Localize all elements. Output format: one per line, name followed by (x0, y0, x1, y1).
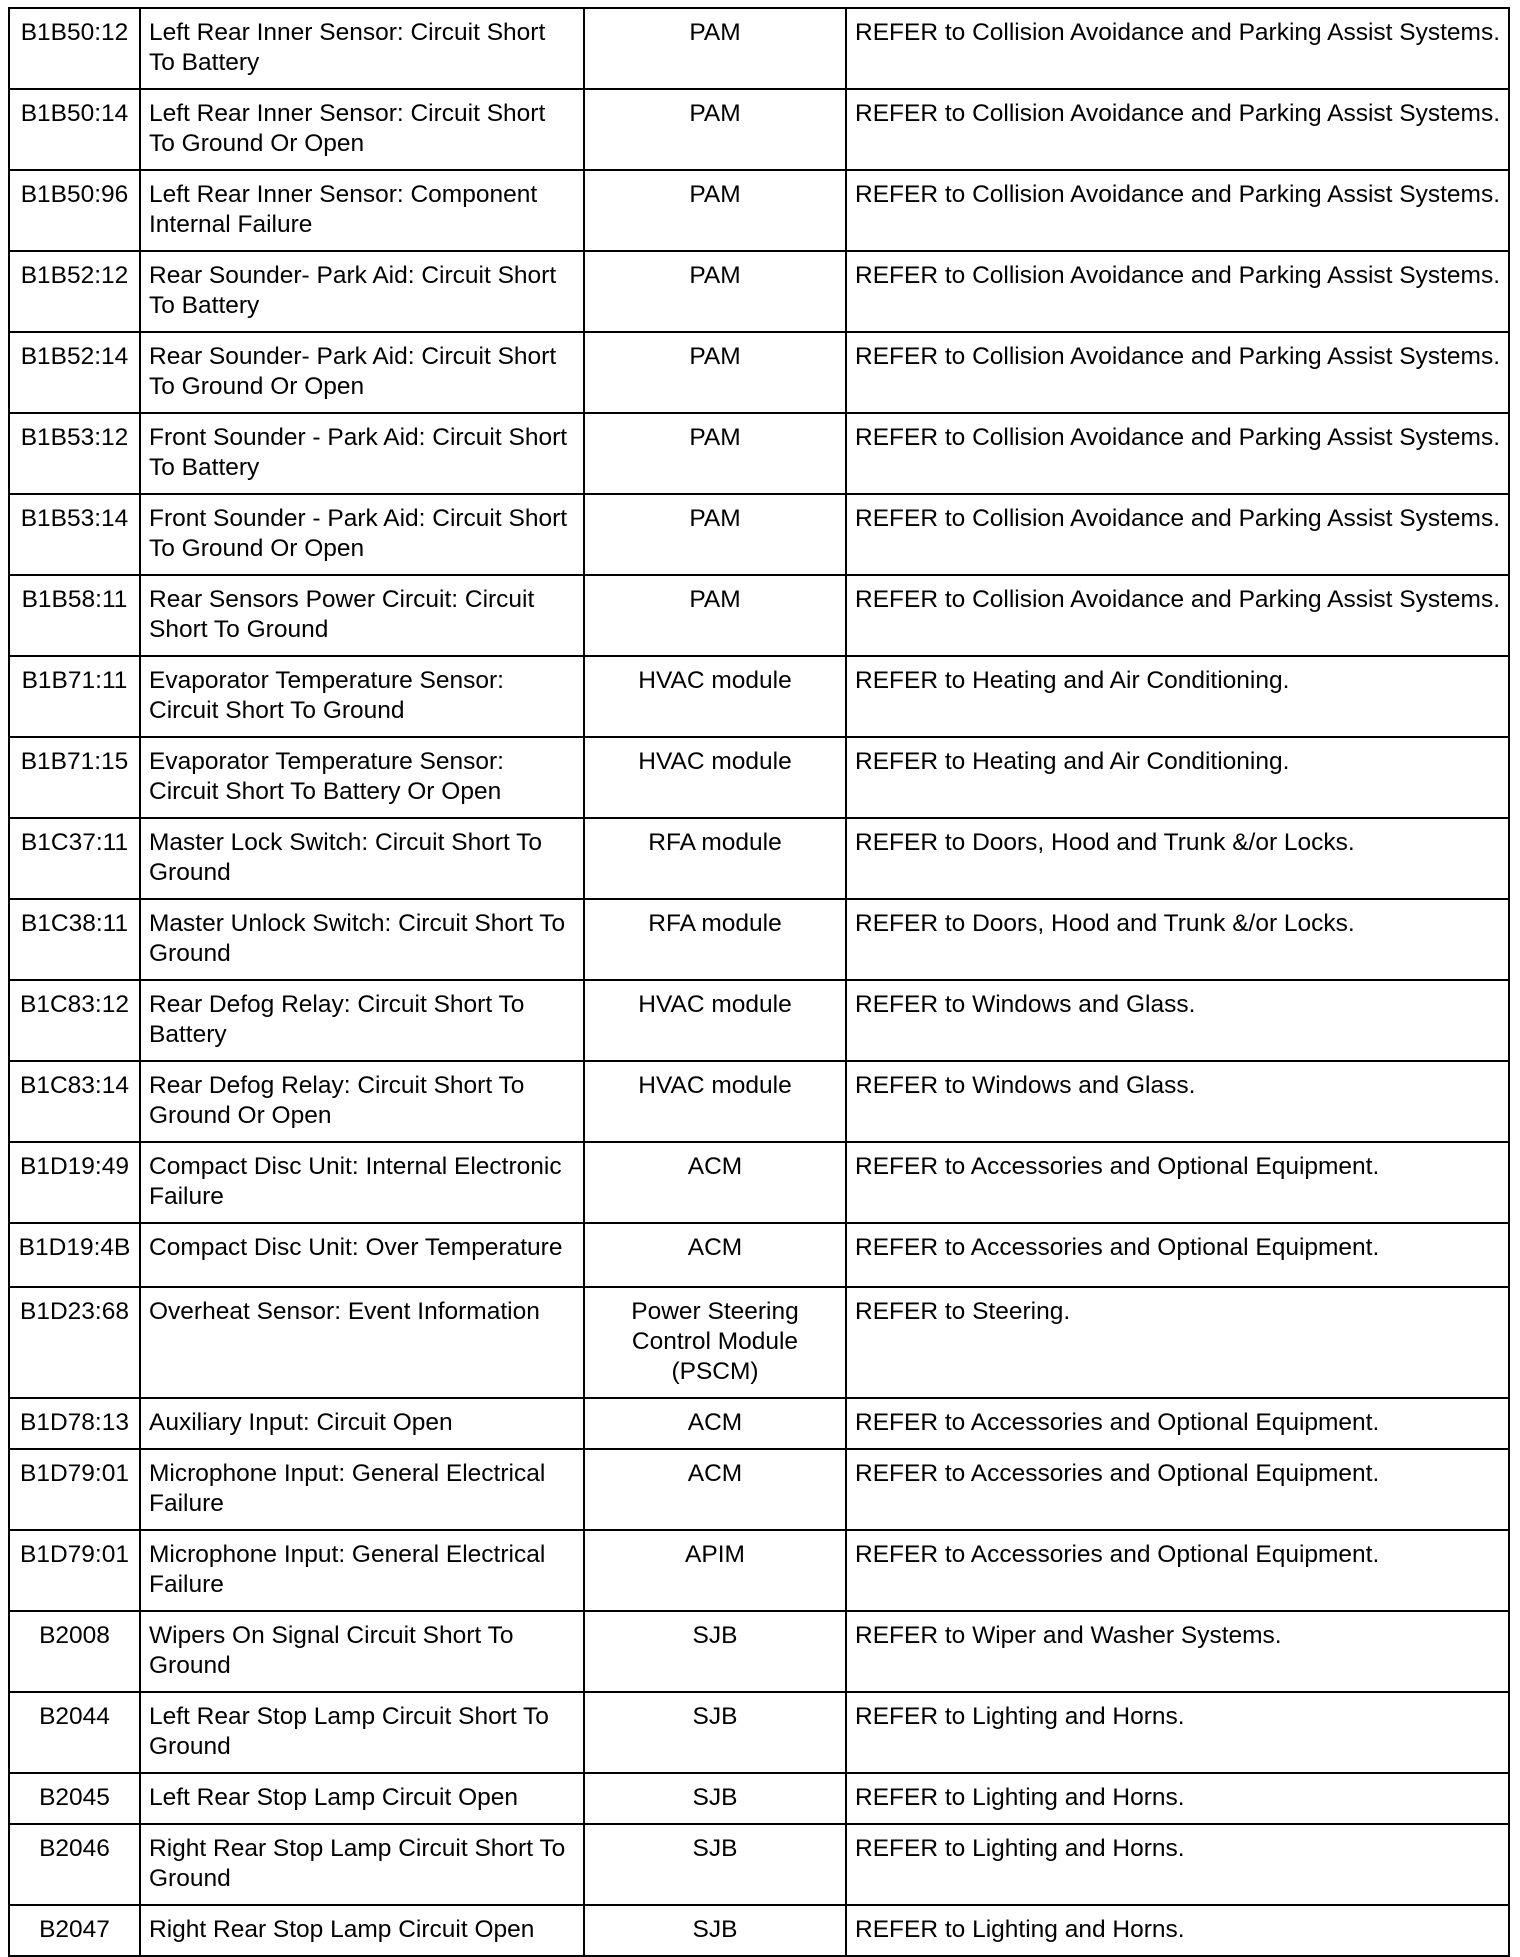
table-row (9, 575, 1509, 656)
dtc-description-cell: Rear Sounder- Park Aid: Circuit Short To Ground Or Open (140, 332, 584, 413)
dtc-action-cell: REFER to Collision Avoidance and Parking Assist Systems. (846, 89, 1509, 170)
dtc-action-cell: REFER to Collision Avoidance and Parking Assist Systems. (846, 494, 1509, 575)
dtc-code-cell: B1B50:14 (9, 89, 140, 170)
table-row (9, 980, 1509, 1061)
dtc-action-cell: REFER to Collision Avoidance and Parking Assist Systems. (846, 251, 1509, 332)
dtc-module-cell: SJB (584, 1905, 846, 1956)
dtc-code-cell: B2008 (9, 1611, 140, 1692)
dtc-description-cell: Evaporator Temperature Sensor: Circuit Short To Ground (140, 656, 584, 737)
dtc-code-cell: B1D23:68 (9, 1287, 140, 1398)
dtc-module-cell: ACM (584, 1449, 846, 1530)
dtc-code-cell: B2046 (9, 1824, 140, 1905)
dtc-description-cell: Right Rear Stop Lamp Circuit Short To Ground (140, 1824, 584, 1905)
dtc-description-cell: Microphone Input: General Electrical Failure (140, 1449, 584, 1530)
dtc-description-cell: Compact Disc Unit: Internal Electronic Failure (140, 1142, 584, 1223)
table-row (9, 1142, 1509, 1223)
dtc-module-cell: HVAC module (584, 656, 846, 737)
dtc-code-cell: B1B53:14 (9, 494, 140, 575)
dtc-code-cell: B1B50:12 (9, 8, 140, 89)
table-row (9, 818, 1509, 899)
dtc-description-cell: Right Rear Stop Lamp Circuit Open (140, 1905, 584, 1956)
dtc-action-cell: REFER to Accessories and Optional Equipment. (846, 1223, 1509, 1287)
dtc-action-cell: REFER to Accessories and Optional Equipment. (846, 1398, 1509, 1449)
dtc-description-cell: Wipers On Signal Circuit Short To Ground (140, 1611, 584, 1692)
dtc-code-cell: B1B50:96 (9, 170, 140, 251)
table-row (9, 413, 1509, 494)
table-row (9, 494, 1509, 575)
dtc-module-cell: PAM (584, 170, 846, 251)
dtc-action-cell: REFER to Heating and Air Conditioning. (846, 656, 1509, 737)
table-row (9, 1449, 1509, 1530)
dtc-action-cell: REFER to Accessories and Optional Equipment. (846, 1142, 1509, 1223)
table-row (9, 1398, 1509, 1449)
dtc-code-cell: B1D79:01 (9, 1449, 140, 1530)
table-row (9, 89, 1509, 170)
dtc-code-cell: B1C38:11 (9, 899, 140, 980)
dtc-code-cell: B1B53:12 (9, 413, 140, 494)
dtc-module-cell: PAM (584, 575, 846, 656)
dtc-action-cell: REFER to Collision Avoidance and Parking Assist Systems. (846, 413, 1509, 494)
dtc-action-cell: REFER to Windows and Glass. (846, 1061, 1509, 1142)
table-row (9, 1611, 1509, 1692)
dtc-table (8, 7, 1510, 1957)
dtc-action-cell: REFER to Collision Avoidance and Parking Assist Systems. (846, 8, 1509, 89)
dtc-module-cell: RFA module (584, 818, 846, 899)
dtc-module-cell: Power Steering Control Module (PSCM) (584, 1287, 846, 1398)
dtc-module-cell: ACM (584, 1142, 846, 1223)
table-row (9, 1061, 1509, 1142)
table-row (9, 251, 1509, 332)
dtc-action-cell: REFER to Doors, Hood and Trunk &/or Locks. (846, 818, 1509, 899)
dtc-description-cell: Rear Sensors Power Circuit: Circuit Short To Ground (140, 575, 584, 656)
dtc-action-cell: REFER to Wiper and Washer Systems. (846, 1611, 1509, 1692)
dtc-code-cell: B1B71:11 (9, 656, 140, 737)
dtc-action-cell: REFER to Collision Avoidance and Parking Assist Systems. (846, 332, 1509, 413)
dtc-action-cell: REFER to Lighting and Horns. (846, 1692, 1509, 1773)
dtc-description-cell: Compact Disc Unit: Over Temperature (140, 1223, 584, 1287)
dtc-module-cell: PAM (584, 413, 846, 494)
dtc-action-cell: REFER to Heating and Air Conditioning. (846, 737, 1509, 818)
dtc-module-cell: SJB (584, 1611, 846, 1692)
dtc-description-cell: Left Rear Stop Lamp Circuit Open (140, 1773, 584, 1824)
dtc-module-cell: ACM (584, 1398, 846, 1449)
table-row (9, 170, 1509, 251)
dtc-code-cell: B1C37:11 (9, 818, 140, 899)
dtc-module-cell: RFA module (584, 899, 846, 980)
dtc-description-cell: Evaporator Temperature Sensor: Circuit Short To Battery Or Open (140, 737, 584, 818)
dtc-code-cell: B2047 (9, 1905, 140, 1956)
dtc-module-cell: PAM (584, 8, 846, 89)
dtc-module-cell: SJB (584, 1824, 846, 1905)
dtc-code-cell: B1D19:4B (9, 1223, 140, 1287)
table-row (9, 899, 1509, 980)
dtc-action-cell: REFER to Collision Avoidance and Parking Assist Systems. (846, 170, 1509, 251)
dtc-code-cell: B1D78:13 (9, 1398, 140, 1449)
dtc-code-cell: B2045 (9, 1773, 140, 1824)
table-row (9, 1773, 1509, 1824)
dtc-description-cell: Auxiliary Input: Circuit Open (140, 1398, 584, 1449)
dtc-code-cell: B1B52:12 (9, 251, 140, 332)
dtc-code-cell: B1B52:14 (9, 332, 140, 413)
dtc-action-cell: REFER to Accessories and Optional Equipment. (846, 1530, 1509, 1611)
dtc-code-cell: B1D19:49 (9, 1142, 140, 1223)
dtc-description-cell: Left Rear Inner Sensor: Component Internal Failure (140, 170, 584, 251)
dtc-code-cell: B1B58:11 (9, 575, 140, 656)
table-row (9, 8, 1509, 89)
dtc-code-cell: B1D79:01 (9, 1530, 140, 1611)
dtc-action-cell: REFER to Lighting and Horns. (846, 1773, 1509, 1824)
dtc-description-cell: Front Sounder - Park Aid: Circuit Short To Battery (140, 413, 584, 494)
dtc-module-cell: PAM (584, 494, 846, 575)
table-row (9, 1905, 1509, 1956)
dtc-action-cell: REFER to Doors, Hood and Trunk &/or Locks. (846, 899, 1509, 980)
dtc-code-cell: B2044 (9, 1692, 140, 1773)
dtc-description-cell: Rear Defog Relay: Circuit Short To Ground Or Open (140, 1061, 584, 1142)
dtc-module-cell: HVAC module (584, 980, 846, 1061)
dtc-description-cell: Left Rear Inner Sensor: Circuit Short To Battery (140, 8, 584, 89)
dtc-module-cell: HVAC module (584, 1061, 846, 1142)
dtc-action-cell: REFER to Accessories and Optional Equipment. (846, 1449, 1509, 1530)
dtc-description-cell: Rear Defog Relay: Circuit Short To Battery (140, 980, 584, 1061)
table-row (9, 1824, 1509, 1905)
table-row (9, 1223, 1509, 1287)
dtc-code-cell: B1C83:12 (9, 980, 140, 1061)
dtc-module-cell: PAM (584, 251, 846, 332)
dtc-module-cell: ACM (584, 1223, 846, 1287)
table-row (9, 1287, 1509, 1398)
dtc-module-cell: PAM (584, 89, 846, 170)
dtc-module-cell: HVAC module (584, 737, 846, 818)
dtc-description-cell: Master Lock Switch: Circuit Short To Ground (140, 818, 584, 899)
table-row (9, 737, 1509, 818)
table-row (9, 656, 1509, 737)
dtc-code-cell: B1C83:14 (9, 1061, 140, 1142)
dtc-module-cell: SJB (584, 1773, 846, 1824)
dtc-module-cell: PAM (584, 332, 846, 413)
table-row (9, 1692, 1509, 1773)
dtc-description-cell: Microphone Input: General Electrical Failure (140, 1530, 584, 1611)
table-row (9, 1530, 1509, 1611)
dtc-action-cell: REFER to Collision Avoidance and Parking Assist Systems. (846, 575, 1509, 656)
dtc-table-body (9, 8, 1509, 1956)
dtc-action-cell: REFER to Lighting and Horns. (846, 1905, 1509, 1956)
dtc-description-cell: Overheat Sensor: Event Information (140, 1287, 584, 1398)
dtc-module-cell: APIM (584, 1530, 846, 1611)
dtc-module-cell: SJB (584, 1692, 846, 1773)
dtc-description-cell: Left Rear Inner Sensor: Circuit Short To Ground Or Open (140, 89, 584, 170)
dtc-description-cell: Front Sounder - Park Aid: Circuit Short To Ground Or Open (140, 494, 584, 575)
dtc-action-cell: REFER to Windows and Glass. (846, 980, 1509, 1061)
dtc-description-cell: Left Rear Stop Lamp Circuit Short To Ground (140, 1692, 584, 1773)
dtc-description-cell: Rear Sounder- Park Aid: Circuit Short To Battery (140, 251, 584, 332)
dtc-code-cell: B1B71:15 (9, 737, 140, 818)
dtc-action-cell: REFER to Steering. (846, 1287, 1509, 1398)
dtc-description-cell: Master Unlock Switch: Circuit Short To Ground (140, 899, 584, 980)
dtc-action-cell: REFER to Lighting and Horns. (846, 1824, 1509, 1905)
table-row (9, 332, 1509, 413)
